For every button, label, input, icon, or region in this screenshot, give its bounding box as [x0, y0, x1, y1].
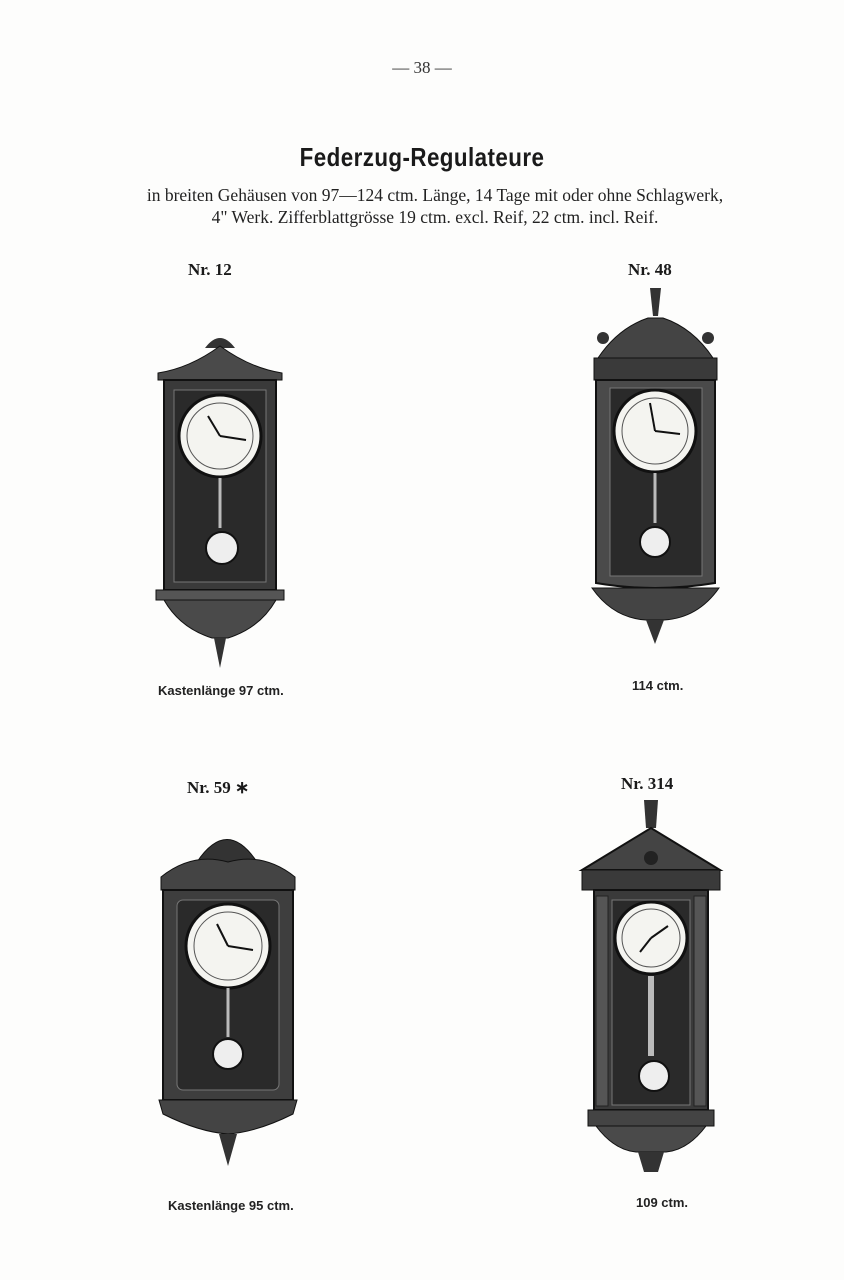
subtitle-line-1: in breiten Gehäusen von 97—124 ctm. Länge, 14 Tage mit oder ohne Schlagwerk,	[146, 185, 724, 205]
page-title: Federzug-Regulateure	[299, 142, 545, 172]
clock-12-illustration	[150, 328, 290, 673]
page-subtitle	[90, 184, 780, 228]
clock-12-number: Nr. 12	[188, 260, 232, 279]
page-number: — 38 —	[392, 58, 452, 77]
clock-48-illustration	[588, 288, 723, 648]
clock-48-caption: 114 ctm.	[632, 678, 684, 693]
clock-59-caption: Kastenlänge 95 ctm.	[168, 1198, 294, 1213]
clock-314-number: Nr. 314	[621, 774, 674, 793]
clock-48-number: Nr. 48	[628, 260, 672, 279]
clock-12-caption: Kastenlänge 97 ctm.	[158, 683, 284, 698]
clock-314-illustration	[578, 800, 724, 1190]
subtitle-line-2: 4" Werk. Zifferblattgrösse 19 ctm. excl. Reif, 22 ctm. incl. Reif.	[211, 207, 659, 227]
clock-59-number: Nr. 59 ∗	[187, 778, 250, 797]
clock-314-caption: 109 ctm.	[636, 1195, 689, 1210]
clock-59-illustration	[157, 822, 299, 1170]
